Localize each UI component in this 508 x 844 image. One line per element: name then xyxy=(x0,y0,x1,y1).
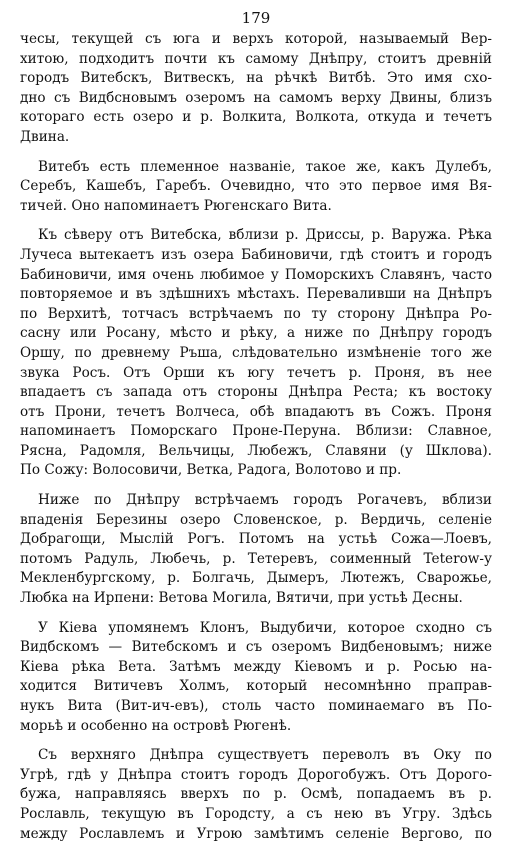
text-line: хитою, подходитъ почти къ самому Днѣпру, стоитъ древній xyxy=(20,50,492,67)
text-line: впадаетъ съ запада отъ стороны Днѣпра Реста; къ востоку xyxy=(20,384,492,401)
paragraph xyxy=(20,158,492,217)
text-line: Кіева рѣка Вета. Затѣмъ между Кіевомъ и р. Росью на- xyxy=(20,658,492,675)
text-line: сасну или Росану, мѣсто и рѣку, а ниже по Днѣпру городъ xyxy=(20,325,492,342)
text-line: по Верхитѣ, тотчасъ встрѣчаемъ по ту сторону Днѣпра Ро- xyxy=(20,305,492,322)
text-line: Добрагощи, Мыслій Рогъ. Потомъ на устьѣ Сожа—Лоевъ, xyxy=(20,531,492,548)
paragraph xyxy=(20,30,492,148)
text-line: между Рославлемъ и Угрою замѣтимъ селеніе Вергово, по xyxy=(20,825,492,842)
text-line: морьѣ и особенно на островѣ Рюгенѣ. xyxy=(20,717,292,734)
paragraph xyxy=(20,491,492,609)
text-line: Мекленбургскому, р. Болгачь, Дымеръ, Лютежъ, Сварожье, xyxy=(20,570,492,587)
text-line: бужа, направляясь вверхъ по р. Осмѣ, попадаемъ въ р. xyxy=(20,786,492,803)
text-line: Угрѣ, гдѣ у Днѣпра стоитъ городъ Дорогобужъ. Отъ Дорого- xyxy=(20,766,492,783)
text-line: Оршу, по древнему Ръша, слѣдовательно измѣненіе того же xyxy=(20,344,492,361)
text-line: впаденія Березины озеро Словенское, р. Вердичь, селеніе xyxy=(20,511,492,528)
text-line: Съ верхняго Днѣпра существуетъ переволъ въ Оку по xyxy=(38,747,492,764)
text-line: По Сожу: Волосовичи, Ветка, Радога, Волотово и пр. xyxy=(20,462,402,479)
text-line: звука Росъ. Отъ Орши къ югу течетъ р. Проня, въ нее xyxy=(20,364,492,381)
page-number: 179 xyxy=(241,9,271,27)
text-line: Лучеса вытекаетъ изъ озера Бабиновичи, гдѣ стоитъ и городъ xyxy=(20,246,492,263)
text-line: ходится Витичевъ Холмъ, который несомнѣнно праправ- xyxy=(20,678,492,695)
text-line: У Кіева упомянемъ Клонъ, Выдубичи, которое сходно съ xyxy=(38,619,492,636)
text-line: Ниже по Днѣпру встрѣчаемъ городъ Рогачевъ, вблизи xyxy=(38,492,492,509)
text-line: Любка на Ирпени: Ветова Могила, Вятичи, при устьѣ Десны. xyxy=(20,590,463,607)
text-line: Къ сѣверу отъ Витебска, вблизи р. Дриссы, р. Варужа. Рѣка xyxy=(38,227,492,244)
paragraph xyxy=(20,226,492,481)
text-line: нукъ Вита (Вит-ич-евъ), столь часто поминаемаго въ По- xyxy=(20,698,492,714)
text-line: Рясна, Радомля, Вельчицы, Любежъ, Славяни (у Шклова). xyxy=(20,442,492,459)
text-line: напоминаетъ Поморскаго Проне-Перуна. Вблизи: Славное, xyxy=(20,423,492,440)
text-line: Рославль, текущую въ Городсту, а съ нею въ Угру. Здѣсь xyxy=(20,805,492,822)
text-line: дно съ Видбсновымъ озеромъ на самомъ верху Двины, близъ xyxy=(20,89,492,106)
text-line: городъ Витебскъ, Витвескъ, на рѣчкѣ Витбѣ. Это имя схо- xyxy=(20,70,492,87)
text-line: отъ Прони, течетъ Волчеса, обѣ впадаютъ въ Сожъ. Проня xyxy=(20,403,492,420)
paragraph xyxy=(20,619,492,737)
text-line: Двина. xyxy=(20,128,70,145)
text-line: Серебъ, Кашебъ, Гаребъ. Очевидно, что это первое имя Вя- xyxy=(20,178,492,195)
text-line: тичей. Оно напоминаетъ Рюгенскаго Вита. xyxy=(20,197,332,214)
text-line: потомъ Радуль, Любечь, р. Тетеревъ, соименный Teterow-у xyxy=(20,550,492,567)
paragraph xyxy=(20,746,492,844)
text-line: Видбскомъ — Витебскомъ и съ озеромъ Видбеновымъ; ниже xyxy=(20,639,492,656)
text-line: Витебъ есть племенное названіе, такое же, какъ Дулебъ, xyxy=(38,158,492,175)
text-body xyxy=(20,30,492,844)
text-line: Бабиновичи, имя очень любимое у Поморскихъ Славянъ, часто xyxy=(20,266,492,283)
text-line: котораго есть озеро и р. Волкита, Волкота, откуда и течетъ xyxy=(20,109,492,126)
text-line: чесы, текущей съ юга и верхъ которой, называемый Вер- xyxy=(20,31,492,47)
text-line: повторяемое и въ здѣшнихъ мѣстахъ. Переваливши на Днѣпръ xyxy=(20,286,492,303)
